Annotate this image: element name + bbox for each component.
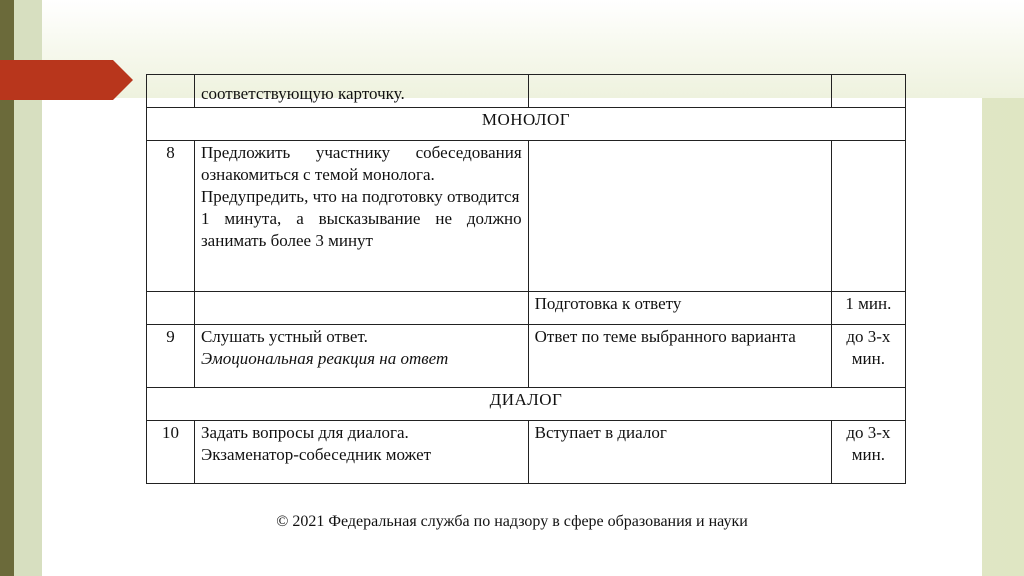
row-number: 10 [147,421,195,484]
table-cell [147,75,195,108]
participant-cell: Вступает в диалог [528,421,831,484]
examiner-cell [194,141,528,292]
section-row-monolog [147,108,906,141]
red-arrow-decoration [0,60,133,100]
table-row-cut [147,75,906,108]
participant-cell [528,141,831,292]
examiner-text-line: Экзаменатор-собеседник может [200,445,432,465]
participant-cell: Подготовка к ответу [528,291,831,324]
time-cell [831,141,905,292]
examiner-text-line: Слушать устный ответ. [200,327,368,347]
examiner-cell [194,421,528,484]
table-row-prep [147,291,906,324]
examiner-text-line: Задать вопросы для диалога. [200,423,409,443]
table-cell [831,75,905,108]
time-cell: 1 мин. [831,291,905,324]
section-title-dialog: ДИАЛОГ [147,387,906,420]
examiner-cell [194,291,528,324]
participant-cell: Ответ по теме выбранного варианта [528,325,831,388]
time-cell: до 3-х мин. [831,421,905,484]
table-row-8 [147,141,906,292]
table-row-10 [147,421,906,484]
row-number [147,291,195,324]
examiner-cell [194,325,528,388]
copyright-footer: © 2021 Федеральная служба по надзору в сфере образования и науки [276,513,748,530]
table-cell [528,75,831,108]
examiner-text-line: Предупредить, что на подготовку отводится [200,187,520,207]
examiner-text-line: 1 минута, а высказывание не должно занимать более 3 минут [200,209,522,251]
time-cell: до 3-х мин. [831,325,905,388]
table-row-9 [147,325,906,388]
row-number: 8 [147,141,195,292]
procedure-table [146,74,906,484]
table-cell [194,75,528,108]
row-number: 9 [147,325,195,388]
section-row-dialog [147,387,906,420]
examiner-italic-text: Эмоциональная реакция на ответ [200,349,449,369]
section-title-monolog: МОНОЛОГ [147,108,906,141]
examiner-text-line: Предложить участнику собеседования ознакомиться с темой монолога. [200,143,522,185]
cut-row-text: соответствующую карточку. [200,84,405,103]
